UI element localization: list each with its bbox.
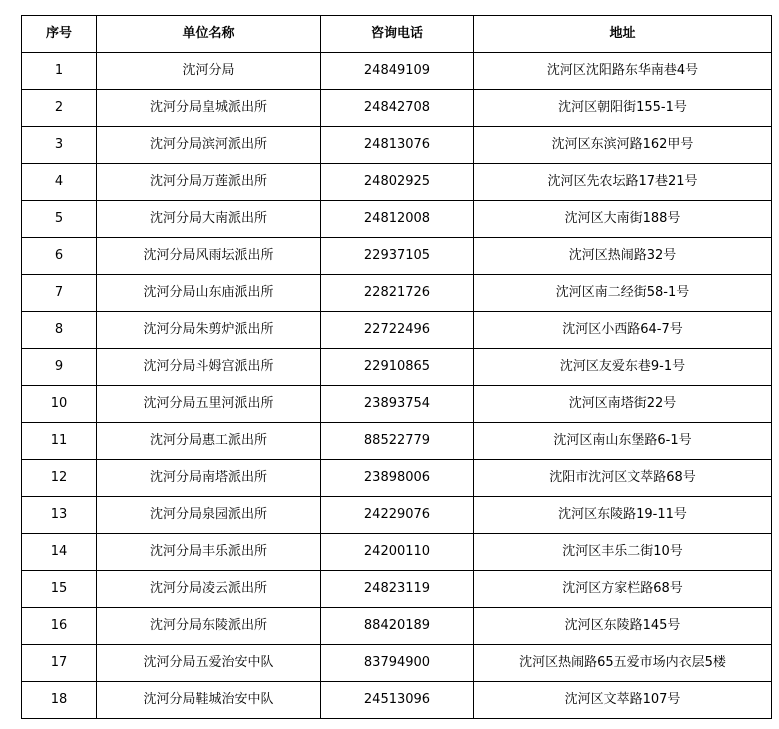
cell-phone: 24200110 xyxy=(321,534,474,571)
table-row xyxy=(22,53,772,90)
cell-unit-name: 沈河分局鞋城治安中队 xyxy=(97,682,321,719)
cell-address: 沈阳市沈河区文萃路68号 xyxy=(474,460,772,497)
cell-address: 沈河区南二经街58-1号 xyxy=(474,275,772,312)
cell-unit-name: 沈河分局南塔派出所 xyxy=(97,460,321,497)
cell-address: 沈河区方家栏路68号 xyxy=(474,571,772,608)
cell-phone: 24229076 xyxy=(321,497,474,534)
cell-address: 沈河区南山东堡路6-1号 xyxy=(474,423,772,460)
cell-phone: 22722496 xyxy=(321,312,474,349)
cell-index: 14 xyxy=(22,534,97,571)
cell-address: 沈河区先农坛路17巷21号 xyxy=(474,164,772,201)
table-row xyxy=(22,682,772,719)
cell-index: 12 xyxy=(22,460,97,497)
cell-unit-name: 沈河分局凌云派出所 xyxy=(97,571,321,608)
table-body xyxy=(22,53,772,719)
cell-unit-name: 沈河分局丰乐派出所 xyxy=(97,534,321,571)
cell-index: 15 xyxy=(22,571,97,608)
cell-unit-name: 沈河分局山东庙派出所 xyxy=(97,275,321,312)
table-row xyxy=(22,90,772,127)
table-row xyxy=(22,164,772,201)
cell-address: 沈河区沈阳路东华南巷4号 xyxy=(474,53,772,90)
cell-unit-name: 沈河分局皇城派出所 xyxy=(97,90,321,127)
cell-address: 沈河区大南街188号 xyxy=(474,201,772,238)
cell-phone: 22937105 xyxy=(321,238,474,275)
table-row xyxy=(22,608,772,645)
police-station-directory xyxy=(21,15,771,719)
cell-index: 10 xyxy=(22,386,97,423)
cell-address: 沈河区东滨河路162甲号 xyxy=(474,127,772,164)
cell-phone: 83794900 xyxy=(321,645,474,682)
cell-phone: 88420189 xyxy=(321,608,474,645)
cell-phone: 24823119 xyxy=(321,571,474,608)
table-row xyxy=(22,534,772,571)
cell-unit-name: 沈河分局朱剪炉派出所 xyxy=(97,312,321,349)
cell-index: 7 xyxy=(22,275,97,312)
table-row xyxy=(22,238,772,275)
cell-phone: 88522779 xyxy=(321,423,474,460)
cell-index: 6 xyxy=(22,238,97,275)
cell-index: 13 xyxy=(22,497,97,534)
table-row xyxy=(22,386,772,423)
cell-index: 5 xyxy=(22,201,97,238)
cell-index: 18 xyxy=(22,682,97,719)
cell-address: 沈河区朝阳街155-1号 xyxy=(474,90,772,127)
cell-phone: 24813076 xyxy=(321,127,474,164)
cell-unit-name: 沈河分局万莲派出所 xyxy=(97,164,321,201)
cell-index: 2 xyxy=(22,90,97,127)
table-row xyxy=(22,497,772,534)
header-index: 序号 xyxy=(22,16,97,53)
cell-phone: 22910865 xyxy=(321,349,474,386)
cell-unit-name: 沈河分局斗姆宫派出所 xyxy=(97,349,321,386)
cell-phone: 22821726 xyxy=(321,275,474,312)
header-phone: 咨询电话 xyxy=(321,16,474,53)
cell-unit-name: 沈河分局 xyxy=(97,53,321,90)
cell-index: 3 xyxy=(22,127,97,164)
table-row xyxy=(22,127,772,164)
cell-phone: 24849109 xyxy=(321,53,474,90)
table-row xyxy=(22,571,772,608)
cell-address: 沈河区东陵路19-11号 xyxy=(474,497,772,534)
cell-index: 9 xyxy=(22,349,97,386)
cell-phone: 23893754 xyxy=(321,386,474,423)
cell-address: 沈河区热闹路65五爱市场内衣层5楼 xyxy=(474,645,772,682)
table-row xyxy=(22,312,772,349)
header-address: 地址 xyxy=(474,16,772,53)
cell-unit-name: 沈河分局泉园派出所 xyxy=(97,497,321,534)
cell-index: 11 xyxy=(22,423,97,460)
cell-address: 沈河区丰乐二街10号 xyxy=(474,534,772,571)
cell-phone: 24812008 xyxy=(321,201,474,238)
table-row xyxy=(22,645,772,682)
cell-address: 沈河区东陵路145号 xyxy=(474,608,772,645)
cell-address: 沈河区热闹路32号 xyxy=(474,238,772,275)
cell-unit-name: 沈河分局五里河派出所 xyxy=(97,386,321,423)
cell-unit-name: 沈河分局惠工派出所 xyxy=(97,423,321,460)
table-row xyxy=(22,349,772,386)
table-row xyxy=(22,275,772,312)
cell-phone: 24802925 xyxy=(321,164,474,201)
table-row xyxy=(22,423,772,460)
cell-index: 8 xyxy=(22,312,97,349)
cell-unit-name: 沈河分局五爱治安中队 xyxy=(97,645,321,682)
cell-address: 沈河区南塔街22号 xyxy=(474,386,772,423)
cell-unit-name: 沈河分局风雨坛派出所 xyxy=(97,238,321,275)
directory-table xyxy=(21,15,772,719)
table-row xyxy=(22,460,772,497)
cell-index: 17 xyxy=(22,645,97,682)
cell-address: 沈河区小西路64-7号 xyxy=(474,312,772,349)
cell-address: 沈河区文萃路107号 xyxy=(474,682,772,719)
cell-unit-name: 沈河分局滨河派出所 xyxy=(97,127,321,164)
cell-index: 4 xyxy=(22,164,97,201)
header-unit-name: 单位名称 xyxy=(97,16,321,53)
cell-phone: 24842708 xyxy=(321,90,474,127)
table-row xyxy=(22,201,772,238)
cell-unit-name: 沈河分局东陵派出所 xyxy=(97,608,321,645)
cell-unit-name: 沈河分局大南派出所 xyxy=(97,201,321,238)
cell-index: 16 xyxy=(22,608,97,645)
table-header-row xyxy=(22,16,772,53)
cell-phone: 23898006 xyxy=(321,460,474,497)
cell-phone: 24513096 xyxy=(321,682,474,719)
cell-index: 1 xyxy=(22,53,97,90)
cell-address: 沈河区友爱东巷9-1号 xyxy=(474,349,772,386)
